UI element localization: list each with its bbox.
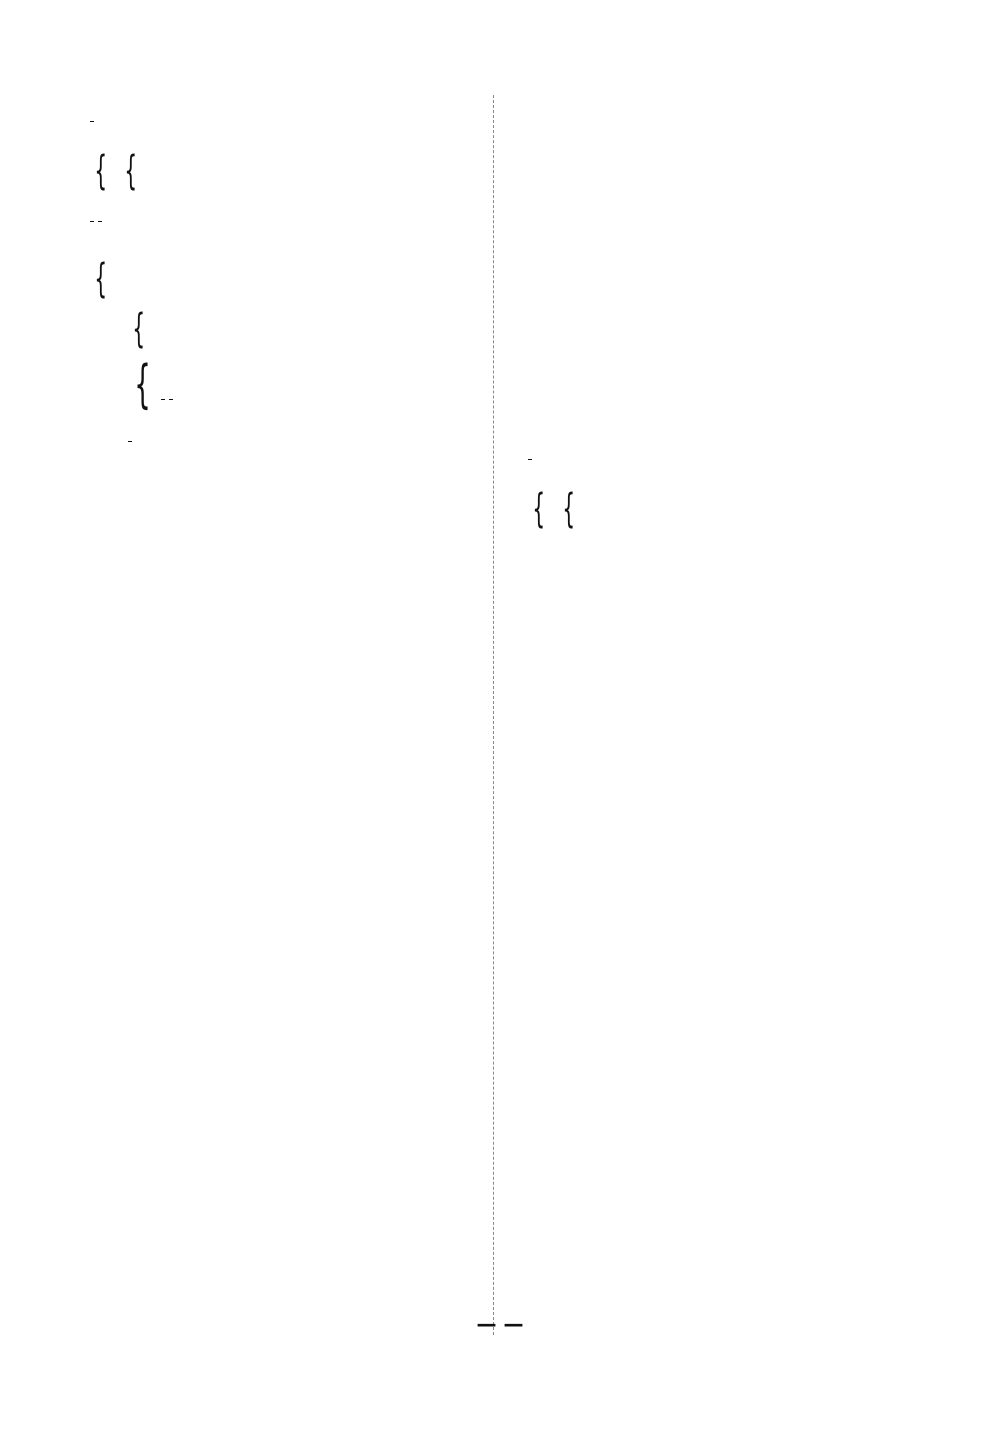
equation-system: {: [94, 256, 108, 302]
coordinate-grid-svg: [524, 99, 884, 419]
formula-line: [88, 95, 488, 145]
formula-line: [504, 433, 916, 483]
column-divider: [493, 95, 494, 1335]
system-line: [88, 303, 488, 353]
system-line: [88, 253, 488, 303]
mean-formula: [88, 415, 488, 465]
coordinate-graph: [524, 99, 916, 427]
equation-system: {: [132, 306, 146, 352]
inequality-system: {: [88, 353, 488, 415]
equation-system: {: [124, 148, 138, 194]
equation-system: {: [562, 486, 576, 532]
system-line: [88, 145, 488, 195]
page-number: — —: [476, 1312, 524, 1336]
system-line: [504, 483, 916, 533]
fraction-half: [90, 121, 94, 122]
equation-system: {: [94, 148, 108, 194]
left-column: [88, 95, 488, 465]
formula-line: [88, 195, 488, 245]
right-column: [504, 95, 916, 533]
equation-system: {: [532, 486, 546, 532]
